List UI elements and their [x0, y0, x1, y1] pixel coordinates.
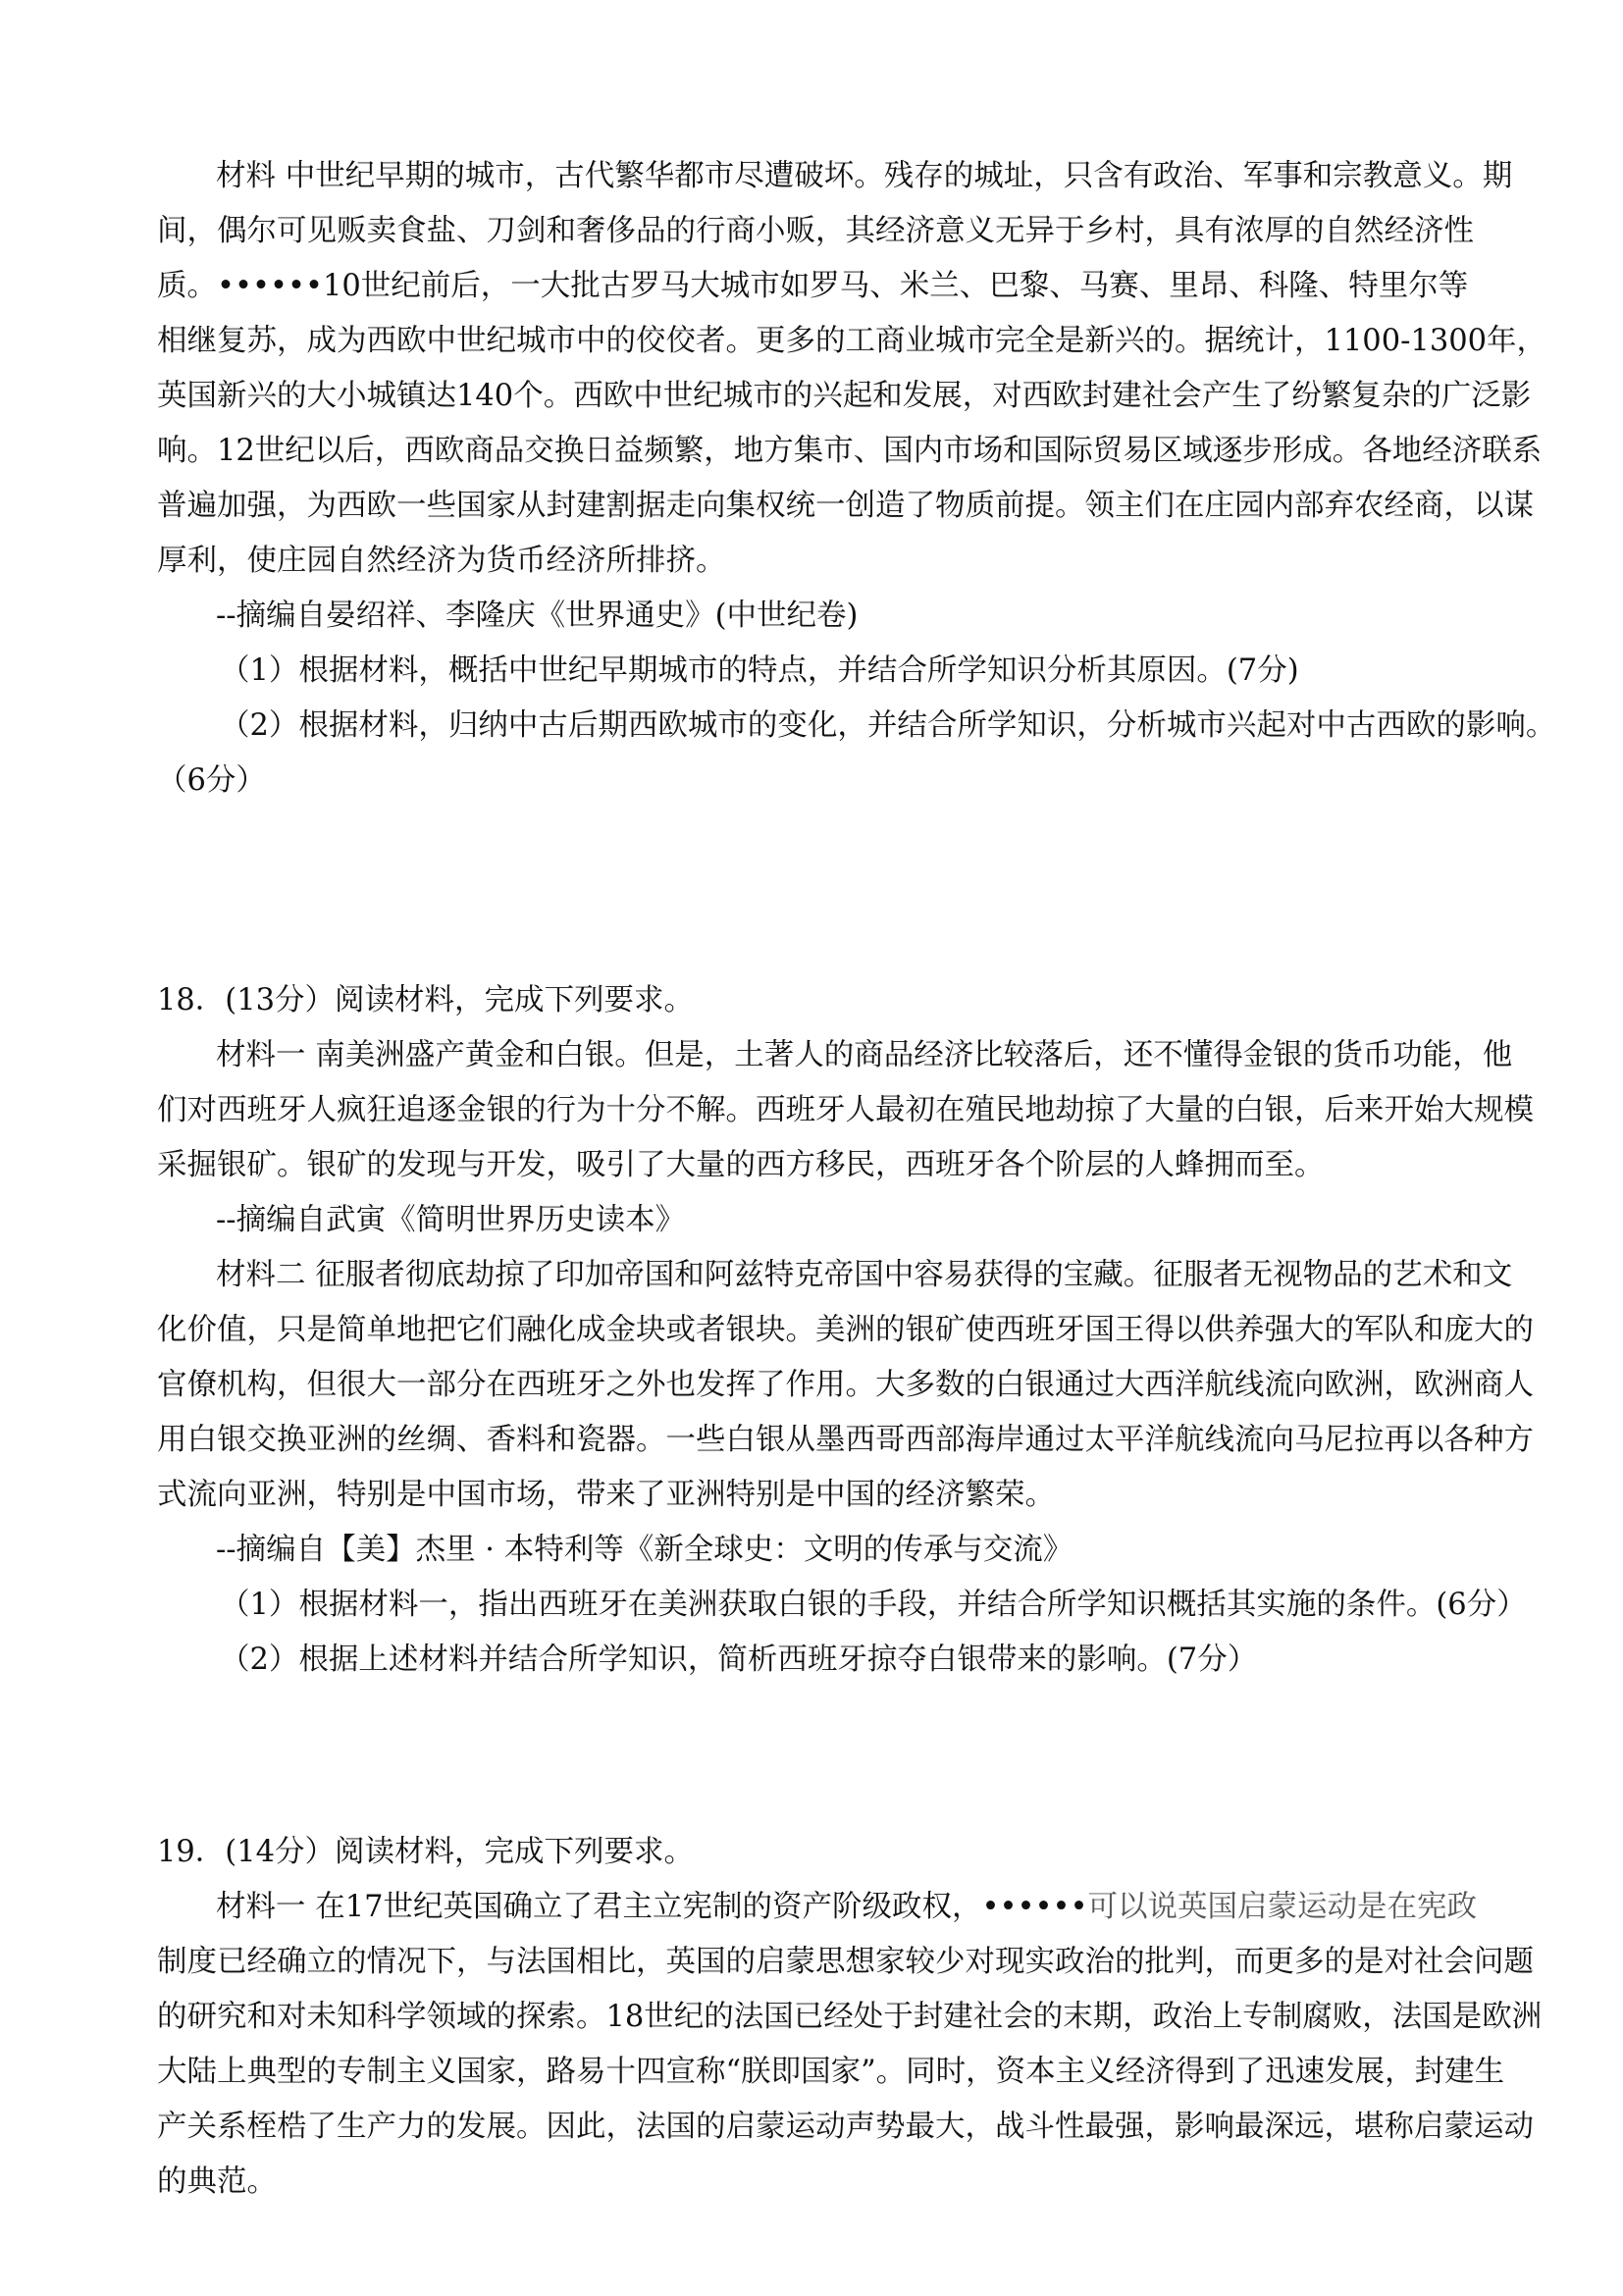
q18-m1-line: 材料一 南美洲盛产黄金和白银。但是，土著人的商品经济比较落后，还不懂得金银的货币功能，他: [216, 1038, 1513, 1072]
q17-subquestion-1: （1）根据材料，概括中世纪早期城市的特点，并结合所学知识分析其原因。(7分): [220, 653, 1299, 688]
q18-m1-source: --摘编自武寅《简明世界历史读本》: [216, 1203, 686, 1237]
q17-source: --摘编自晏绍祥、李隆庆《世界通史》(中世纪卷): [216, 599, 859, 633]
q18-heading: 18．(13分）阅读材料，完成下列要求。: [157, 983, 695, 1018]
q18-m1-line: 采掘银矿。银矿的发现与开发，吸引了大量的西方移民，西班牙各个阶层的人蜂拥而至。: [157, 1148, 1325, 1182]
q17-subquestion-2-points: （6分）: [157, 763, 266, 798]
q18-m2-line: 官僚机构，但很大一部分在西班牙之外也发挥了作用。大多数的白银通过大西洋航线流向欧洲，欧洲商人: [157, 1368, 1534, 1402]
q19-m1-line: 产关系桎梏了生产力的发展。因此，法国的启蒙运动声势最大，战斗性最强，影响最深远，堪称启蒙运动: [157, 2110, 1534, 2144]
q19-m1-first-part: 材料一 在17世纪英国确立了君主立宪制的资产阶级政权，••••••: [216, 1890, 1088, 1924]
q17-material-line: 普遍加强，为西欧一些国家从封建割据走向集权统一创造了物质前提。领主们在庄园内部弃农经商，以谋: [157, 489, 1534, 523]
q17-subquestion-2: （2）根据材料，归纳中古后期西欧城市的变化，并结合所学知识，分析城市兴起对中古西欧的影响。: [220, 708, 1556, 743]
section-gap: [157, 809, 1492, 973]
q18-m2-source: --摘编自【美】杰里 · 本特利等《新全球史：文明的传承与交流》: [216, 1533, 1073, 1567]
exam-page: [157, 149, 1556, 2210]
q19-m1-line: 的研究和对未知科学领域的探索。18世纪的法国已经处于封建社会的末期，政治上专制腐败，法国是欧洲: [157, 2000, 1543, 2034]
q17-material-line: 材料 中世纪早期的城市，古代繁华都市尽遭破坏。残存的城址，只含有政治、军事和宗教意义。期: [216, 159, 1513, 193]
q18-m1-line: 们对西班牙人疯狂追逐金银的行为十分不解。西班牙人最初在殖民地劫掠了大量的白银，后来开始大规模: [157, 1093, 1534, 1127]
q18-m2-line: 化价值，只是简单地把它们融化成金块或者银块。美洲的银矿使西班牙国王得以供养强大的军队和庞大的: [157, 1313, 1534, 1347]
q17-material-line: 质。••••••10世纪前后，一大批古罗马大城市如罗马、米兰、巴黎、马赛、里昂、科隆、特里尔等: [157, 269, 1469, 303]
q19-m1-first-part-grey: 可以说英国启蒙运动是在宪政: [1087, 1890, 1477, 1924]
q18-m2-line: 式流向亚洲，特别是中国市场，带来了亚洲特别是中国的经济繁荣。: [157, 1478, 1055, 1512]
q19-material-1: [157, 1880, 1543, 2210]
q18-subquestion-2: （2）根据上述材料并结合所学知识，简析西班牙掠夺白银带来的影响。(7分）: [220, 1643, 1258, 1677]
q19-m1-line: 制度已经确立的情况下，与法国相比，英国的启蒙思想家较少对现实政治的批判，而更多的是对社会问题: [157, 1945, 1534, 1979]
q17-material-line: 间，偶尔可见贩卖食盐、刀剑和奢侈品的行商小贩，其经济意义无异于乡村，具有浓厚的自然经济性: [157, 214, 1474, 248]
q17-material-line: 相继复苏，成为西欧中世纪城市中的佼佼者。更多的工商业城市完全是新兴的。据统计，1100-1300年，: [157, 324, 1547, 358]
q19-m1-line: 大陆上典型的专制主义国家，路易十四宣称“朕即国家”。同时，资本主义经济得到了迅速发展，封建生: [157, 2055, 1505, 2089]
q18-material-2: [157, 1248, 1534, 1523]
q17-material-line: 英国新兴的大小城镇达140个。西欧中世纪城市的兴起和发展，对西欧封建社会产生了纷繁复杂的广泛影: [157, 379, 1532, 413]
q18-m2-line: 材料二 征服者彻底劫掠了印加帝国和阿兹特克帝国中容易获得的宝藏。征服者无视物品的艺术和文: [216, 1258, 1513, 1292]
q18-subquestion-1: （1）根据材料一，指出西班牙在美洲获取白银的手段，并结合所学知识概括其实施的条件。(6分）: [220, 1588, 1527, 1622]
q19-m1-line: 的典范。: [157, 2165, 277, 2199]
q18-material-1: [157, 1028, 1534, 1193]
q17-material: [157, 149, 1547, 589]
q17-material-line: 响。12世纪以后，西欧商品交换日益频繁，地方集市、国内市场和国际贸易区域逐步形成。各地经济联系: [157, 434, 1543, 468]
q18-m2-line: 用白银交换亚洲的丝绸、香料和瓷器。一些白银从墨西哥西部海岸通过太平洋航线流向马尼拉再以各种方: [157, 1423, 1534, 1457]
q19-heading: 19．(14分）阅读材料，完成下列要求。: [157, 1835, 695, 1869]
q19-m1-first-line: [157, 1880, 1492, 1935]
section-gap: [157, 1688, 1492, 1825]
q17-material-line: 厚利，使庄园自然经济为货币经济所排挤。: [157, 544, 726, 578]
